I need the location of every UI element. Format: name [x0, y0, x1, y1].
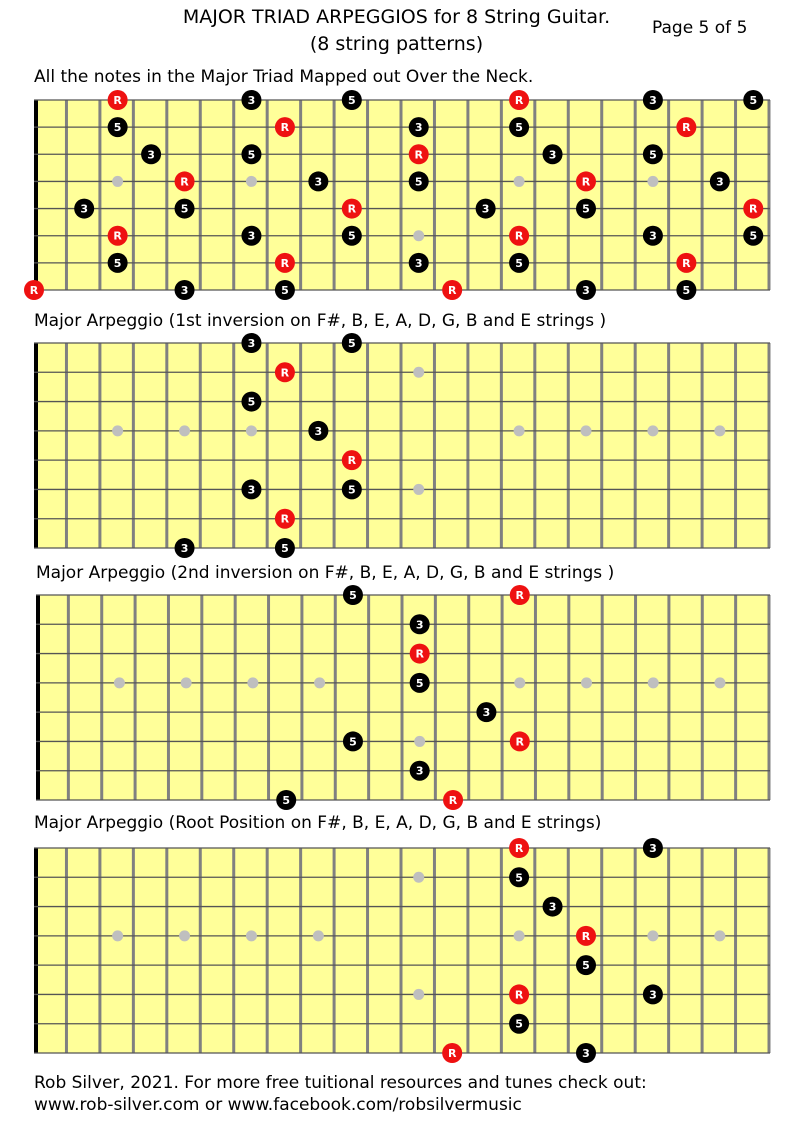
fret-wire	[466, 343, 469, 548]
note-marker	[241, 144, 261, 164]
fret-wire	[366, 100, 369, 290]
note-label: 5	[247, 148, 256, 162]
fret-inlay-dot	[313, 930, 324, 941]
note-label: 5	[347, 483, 356, 497]
fret-wire	[600, 343, 603, 548]
fret-inlay-dot	[314, 677, 325, 688]
note-marker	[410, 614, 430, 634]
fret-wire	[466, 100, 469, 290]
fret-wire	[100, 595, 103, 800]
fret-inlay-dot	[413, 989, 424, 1000]
fret-wire	[65, 848, 68, 1053]
fret-wire	[266, 100, 269, 290]
fret-inlay-dot	[414, 736, 425, 747]
note-label: R	[113, 94, 122, 107]
fret-wire	[734, 848, 737, 1053]
fret-wire	[267, 595, 270, 800]
note-label: 5	[515, 871, 523, 885]
fret-wire	[734, 343, 737, 548]
note-marker	[543, 897, 563, 917]
note-label: R	[749, 202, 758, 216]
note-marker	[643, 226, 663, 246]
note-marker	[410, 673, 430, 693]
fret-wire	[768, 848, 771, 1053]
note-label: R	[280, 121, 290, 135]
note-label: R	[515, 735, 525, 749]
note-marker	[275, 362, 295, 382]
note-marker	[676, 117, 696, 137]
note-label: 5	[281, 542, 289, 555]
note-marker	[343, 585, 363, 605]
fret-wire	[634, 100, 637, 290]
note-label: R	[280, 366, 290, 380]
fret-wire	[768, 100, 771, 290]
note-label: R	[515, 589, 525, 602]
fret-inlay-dot	[246, 425, 257, 436]
note-marker	[576, 280, 596, 300]
fret-inlay-dot	[647, 930, 658, 941]
note-label: 5	[515, 256, 523, 270]
fret-wire	[67, 595, 70, 800]
note-marker	[509, 117, 529, 137]
guitar-nut	[36, 595, 40, 800]
note-label: R	[347, 454, 357, 468]
fret-wire	[600, 100, 603, 290]
fret-inlay-dot	[114, 677, 125, 688]
note-label: 3	[314, 424, 323, 438]
fret-inlay-dot	[413, 484, 424, 495]
note-marker	[543, 144, 563, 164]
note-label: R	[447, 1047, 457, 1060]
fret-wire	[98, 848, 101, 1053]
guitar-nut	[34, 100, 38, 290]
fret-wire	[367, 595, 370, 800]
fret-wire	[234, 595, 237, 800]
note-marker	[576, 955, 596, 975]
note-marker	[409, 117, 429, 137]
note-label: R	[447, 284, 457, 297]
footer-credit: Rob Silver, 2021. For more free tuitional resources and tunes check out:	[34, 1073, 647, 1093]
fret-inlay-dot	[413, 367, 424, 378]
note-label: 3	[481, 202, 490, 216]
note-marker	[108, 226, 128, 246]
fret-wire	[667, 100, 670, 290]
note-marker	[743, 199, 763, 219]
note-label: 5	[515, 1017, 523, 1031]
fret-inlay-dot	[246, 930, 257, 941]
note-marker	[342, 479, 362, 499]
note-label: 5	[349, 735, 357, 749]
fret-wire	[734, 100, 737, 290]
note-label: 3	[548, 148, 557, 162]
footer-links: www.rob-silver.com or www.facebook.com/robsilvermusic	[34, 1095, 522, 1115]
fret-wire	[299, 343, 302, 548]
note-label: R	[415, 647, 424, 661]
note-marker	[442, 280, 462, 300]
fret-wire	[366, 848, 369, 1053]
fret-wire	[299, 848, 302, 1053]
fret-wire	[533, 343, 536, 548]
fret-wire	[701, 595, 704, 800]
fret-inlay-dot	[581, 677, 592, 688]
note-marker	[743, 90, 763, 110]
note-marker	[510, 585, 530, 605]
fret-inlay-dot	[647, 425, 658, 436]
fret-inlay-dot	[514, 930, 525, 941]
fret-wire	[232, 343, 235, 548]
note-marker	[342, 333, 362, 353]
fret-wire	[433, 343, 436, 548]
note-marker	[509, 90, 529, 110]
note-label: 5	[113, 256, 122, 270]
note-marker	[476, 199, 496, 219]
fret-wire	[433, 100, 436, 290]
note-label: R	[514, 988, 524, 1002]
fret-wire	[165, 100, 168, 290]
note-label: 5	[649, 148, 657, 162]
fret-wire	[601, 595, 604, 800]
note-label: 5	[282, 794, 291, 807]
fret-inlay-dot	[581, 425, 592, 436]
fret-wire	[667, 848, 670, 1053]
note-label: 3	[247, 94, 256, 107]
note-marker	[410, 644, 430, 664]
note-marker	[509, 984, 529, 1004]
note-label: 5	[582, 202, 590, 216]
diagram-caption-1st-inversion: Major Arpeggio (1st inversion on F#, B, E, A, D, G, B and E strings )	[34, 311, 607, 331]
note-label: 3	[649, 229, 657, 243]
note-label: 3	[482, 706, 491, 720]
fretboard-root-position	[34, 842, 770, 1060]
fret-wire	[65, 100, 68, 290]
note-label: R	[414, 148, 423, 162]
diagram-caption-root-position: Major Arpeggio (Root Position on F#, B, E, A, D, G, B and E strings)	[34, 813, 602, 833]
note-label: 3	[80, 202, 89, 216]
fret-wire	[132, 343, 135, 548]
note-label: 3	[147, 148, 155, 162]
note-label: 5	[515, 121, 523, 135]
note-marker	[175, 171, 195, 191]
fret-inlay-dot	[413, 872, 424, 883]
fret-wire	[466, 848, 469, 1053]
fret-inlay-dot	[247, 677, 258, 688]
note-marker	[743, 226, 763, 246]
fret-inlay-dot	[112, 425, 123, 436]
fret-wire	[266, 343, 269, 548]
fret-wire	[299, 100, 302, 290]
fret-inlay-dot	[514, 677, 525, 688]
note-label: 5	[682, 284, 691, 297]
fret-inlay-dot	[714, 677, 725, 688]
note-label: R	[280, 256, 290, 270]
note-marker	[643, 90, 663, 110]
note-label: 5	[347, 337, 356, 350]
note-label: R	[581, 929, 591, 943]
note-label: 5	[180, 202, 189, 216]
note-marker	[241, 226, 261, 246]
fret-wire	[199, 343, 202, 548]
note-marker	[676, 280, 696, 300]
page-title: MAJOR TRIAD ARPEGGIOS for 8 String Guitar.	[182, 6, 611, 28]
fret-wire	[333, 848, 336, 1053]
note-marker	[241, 90, 261, 110]
fret-inlay-dot	[246, 176, 257, 187]
note-marker	[275, 117, 295, 137]
note-label: R	[180, 175, 189, 189]
fret-wire	[98, 343, 101, 548]
note-marker	[308, 171, 328, 191]
fretboard-1st-inversion	[34, 337, 770, 555]
note-label: 5	[347, 94, 356, 107]
note-marker	[275, 280, 295, 300]
page-number: Page 5 of 5	[652, 18, 748, 38]
note-marker	[241, 392, 261, 412]
note-marker	[175, 280, 195, 300]
note-marker	[241, 479, 261, 499]
note-label: R	[514, 842, 524, 855]
note-label: R	[581, 175, 591, 189]
fret-wire	[734, 595, 737, 800]
note-label: 3	[414, 121, 423, 135]
fret-inlay-dot	[714, 425, 725, 436]
note-label: R	[514, 94, 524, 107]
fret-wire	[500, 343, 503, 548]
note-label: 5	[415, 676, 424, 690]
fret-wire	[165, 848, 168, 1053]
note-marker	[275, 509, 295, 529]
fretboard-full-neck	[29, 94, 770, 297]
note-label: 3	[180, 542, 189, 555]
note-label: 3	[415, 764, 424, 778]
fret-wire	[165, 343, 168, 548]
note-label: R	[29, 284, 39, 297]
fret-inlay-dot	[714, 930, 725, 941]
note-marker	[342, 226, 362, 246]
fret-inlay-dot	[181, 677, 192, 688]
fretboard-2nd-inversion	[36, 589, 770, 807]
fret-wire	[333, 100, 336, 290]
fret-wire	[501, 595, 504, 800]
fret-wire	[667, 595, 670, 800]
note-marker	[108, 253, 128, 273]
guitar-nut	[34, 848, 38, 1053]
note-label: 5	[281, 284, 289, 297]
fret-inlay-dot	[112, 930, 123, 941]
note-label: 5	[349, 589, 357, 602]
fret-wire	[567, 595, 570, 800]
note-marker	[409, 144, 429, 164]
guitar-nut	[34, 343, 38, 548]
fret-wire	[333, 343, 336, 548]
fret-wire	[132, 100, 135, 290]
note-marker	[510, 731, 530, 751]
diagram-caption-2nd-inversion: Major Arpeggio (2nd inversion on F#, B, E, A, D, G, B and E strings )	[36, 563, 615, 583]
note-marker	[676, 253, 696, 273]
note-marker	[24, 280, 44, 300]
note-marker	[576, 171, 596, 191]
page-subtitle: (8 string patterns)	[309, 33, 484, 55]
note-label: 3	[548, 900, 557, 914]
fret-wire	[434, 595, 437, 800]
fret-wire	[634, 595, 637, 800]
note-label: R	[448, 794, 458, 807]
note-marker	[509, 867, 529, 887]
fret-wire	[567, 848, 570, 1053]
fret-inlay-dot	[413, 230, 424, 241]
note-label: 3	[247, 483, 256, 497]
note-label: 5	[582, 959, 590, 973]
fret-wire	[600, 848, 603, 1053]
note-label: 3	[314, 175, 323, 189]
note-marker	[342, 450, 362, 470]
fret-wire	[199, 100, 202, 290]
fret-wire	[199, 848, 202, 1053]
fret-wire	[433, 848, 436, 1053]
note-label: 5	[749, 229, 758, 243]
fret-wire	[701, 343, 704, 548]
note-marker	[643, 838, 663, 858]
note-marker	[509, 226, 529, 246]
note-marker	[576, 926, 596, 946]
note-label: 3	[649, 94, 657, 107]
fret-wire	[701, 100, 704, 290]
note-marker	[175, 538, 195, 558]
fret-wire	[533, 100, 536, 290]
note-marker	[410, 761, 430, 781]
note-marker	[241, 333, 261, 353]
fret-wire	[300, 595, 303, 800]
fret-wire	[167, 595, 170, 800]
fret-wire	[768, 343, 771, 548]
note-label: 3	[582, 284, 590, 297]
note-marker	[576, 1043, 596, 1063]
note-marker	[442, 1043, 462, 1063]
note-marker	[74, 199, 94, 219]
note-marker	[643, 984, 663, 1004]
note-label: 3	[247, 337, 256, 350]
note-label: 3	[247, 229, 256, 243]
fret-wire	[634, 343, 637, 548]
note-marker	[108, 117, 128, 137]
note-label: 3	[715, 175, 724, 189]
diagram-caption-full-neck: All the notes in the Major Triad Mapped out Over the Neck.	[34, 67, 534, 87]
note-label: 5	[247, 395, 256, 409]
note-label: 5	[347, 229, 356, 243]
note-label: R	[514, 229, 524, 243]
note-marker	[409, 253, 429, 273]
fret-wire	[701, 848, 704, 1053]
fret-wire	[334, 595, 337, 800]
fret-inlay-dot	[514, 176, 525, 187]
note-marker	[308, 421, 328, 441]
note-marker	[409, 171, 429, 191]
note-label: 3	[582, 1047, 590, 1060]
note-marker	[342, 90, 362, 110]
note-marker	[275, 538, 295, 558]
fret-wire	[401, 595, 404, 800]
note-marker	[443, 790, 463, 810]
note-label: 3	[180, 284, 189, 297]
fret-wire	[400, 848, 403, 1053]
fret-wire	[65, 343, 68, 548]
note-marker	[509, 1014, 529, 1034]
note-marker	[275, 253, 295, 273]
fret-inlay-dot	[648, 677, 659, 688]
note-label: 3	[415, 618, 424, 632]
fret-wire	[533, 848, 536, 1053]
note-marker	[476, 702, 496, 722]
note-marker	[509, 253, 529, 273]
fret-wire	[232, 100, 235, 290]
note-label: 3	[649, 842, 657, 855]
note-label: 3	[414, 256, 423, 270]
note-marker	[141, 144, 161, 164]
fret-inlay-dot	[514, 425, 525, 436]
fret-wire	[132, 848, 135, 1053]
note-label: R	[113, 229, 122, 243]
note-label: R	[682, 256, 691, 270]
fret-wire	[200, 595, 203, 800]
note-marker	[509, 838, 529, 858]
note-marker	[108, 90, 128, 110]
note-label: 5	[749, 94, 758, 107]
note-label: 3	[649, 988, 657, 1002]
note-label: R	[280, 512, 290, 526]
fret-wire	[500, 100, 503, 290]
fret-inlay-dot	[647, 176, 658, 187]
note-label: R	[682, 121, 691, 135]
fret-wire	[768, 595, 771, 800]
fret-inlay-dot	[112, 176, 123, 187]
fret-wire	[134, 595, 137, 800]
fret-wire	[567, 100, 570, 290]
fret-wire	[366, 343, 369, 548]
fret-wire	[266, 848, 269, 1053]
fret-wire	[400, 100, 403, 290]
note-label: 5	[113, 121, 122, 135]
note-marker	[576, 199, 596, 219]
note-marker	[342, 199, 362, 219]
fret-inlay-dot	[179, 425, 190, 436]
note-label: R	[347, 202, 357, 216]
fret-inlay-dot	[179, 930, 190, 941]
fret-wire	[534, 595, 537, 800]
note-marker	[175, 199, 195, 219]
fret-wire	[634, 848, 637, 1053]
fret-wire	[500, 848, 503, 1053]
fret-wire	[567, 343, 570, 548]
note-label: 5	[414, 175, 423, 189]
fret-wire	[98, 100, 101, 290]
note-marker	[276, 790, 296, 810]
fret-wire	[232, 848, 235, 1053]
fret-wire	[400, 343, 403, 548]
fret-wire	[667, 343, 670, 548]
fret-wire	[467, 595, 470, 800]
note-marker	[710, 171, 730, 191]
note-marker	[343, 731, 363, 751]
note-marker	[643, 144, 663, 164]
